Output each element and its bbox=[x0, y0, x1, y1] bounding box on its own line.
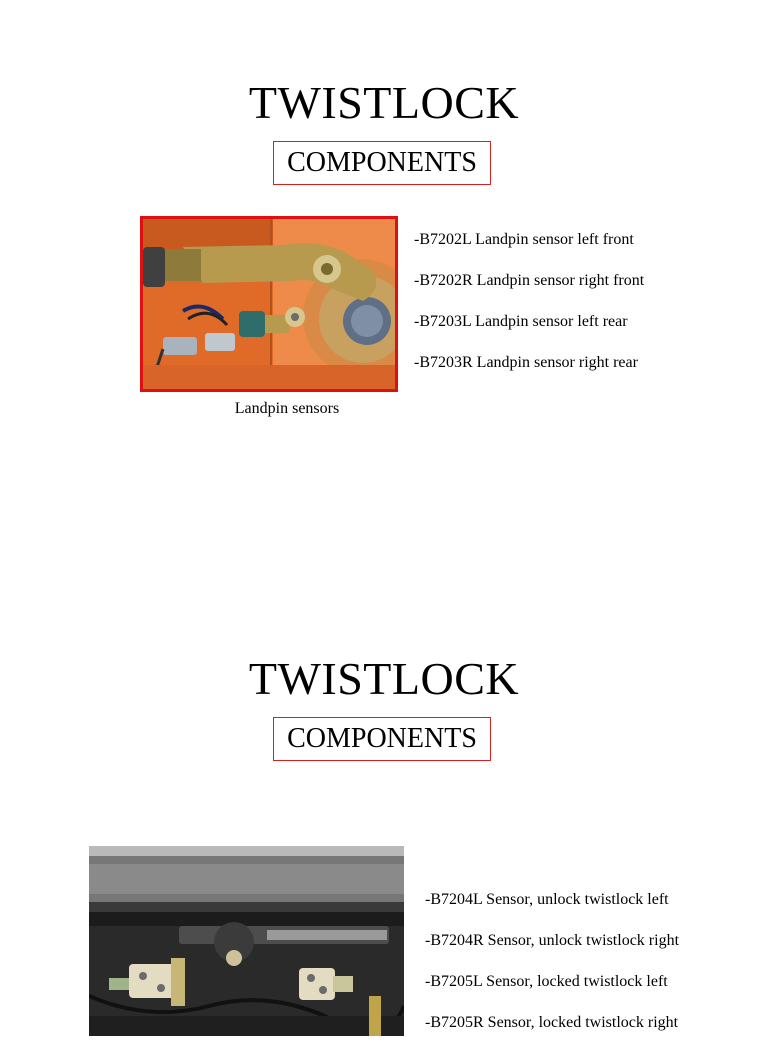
slide-2 bbox=[0, 576, 768, 1031]
photo-caption: Landpin sensors bbox=[234, 400, 340, 417]
slide-title: TWISTLOCK bbox=[248, 77, 520, 128]
component-list bbox=[414, 230, 644, 394]
landpin-sensor-photo bbox=[140, 216, 398, 392]
list-item: -B7202R Landpin sensor right front bbox=[414, 272, 645, 289]
list-item: -B7205L Sensor, locked twistlock left bbox=[425, 973, 668, 990]
twistlock-sensor-photo bbox=[89, 846, 404, 1036]
list-item: -B7202L Landpin sensor left front bbox=[414, 231, 634, 248]
slide-subtitle: COMPONENTS bbox=[273, 141, 491, 185]
twistlock-sensor-illustration bbox=[89, 846, 404, 1036]
list-item: -B7203R Landpin sensor right rear bbox=[414, 354, 638, 371]
list-item: -B7203L Landpin sensor left rear bbox=[414, 313, 628, 330]
list-item: -B7204R Sensor, unlock twistlock right bbox=[425, 932, 680, 949]
list-item: -B7204L Sensor, unlock twistlock left bbox=[425, 891, 669, 908]
landpin-sensor-illustration bbox=[143, 219, 395, 389]
component-list bbox=[425, 890, 679, 1054]
slide-subtitle: COMPONENTS bbox=[273, 717, 491, 761]
list-item: -B7205R Sensor, locked twistlock right bbox=[425, 1014, 679, 1031]
slide-title: TWISTLOCK bbox=[248, 653, 520, 704]
